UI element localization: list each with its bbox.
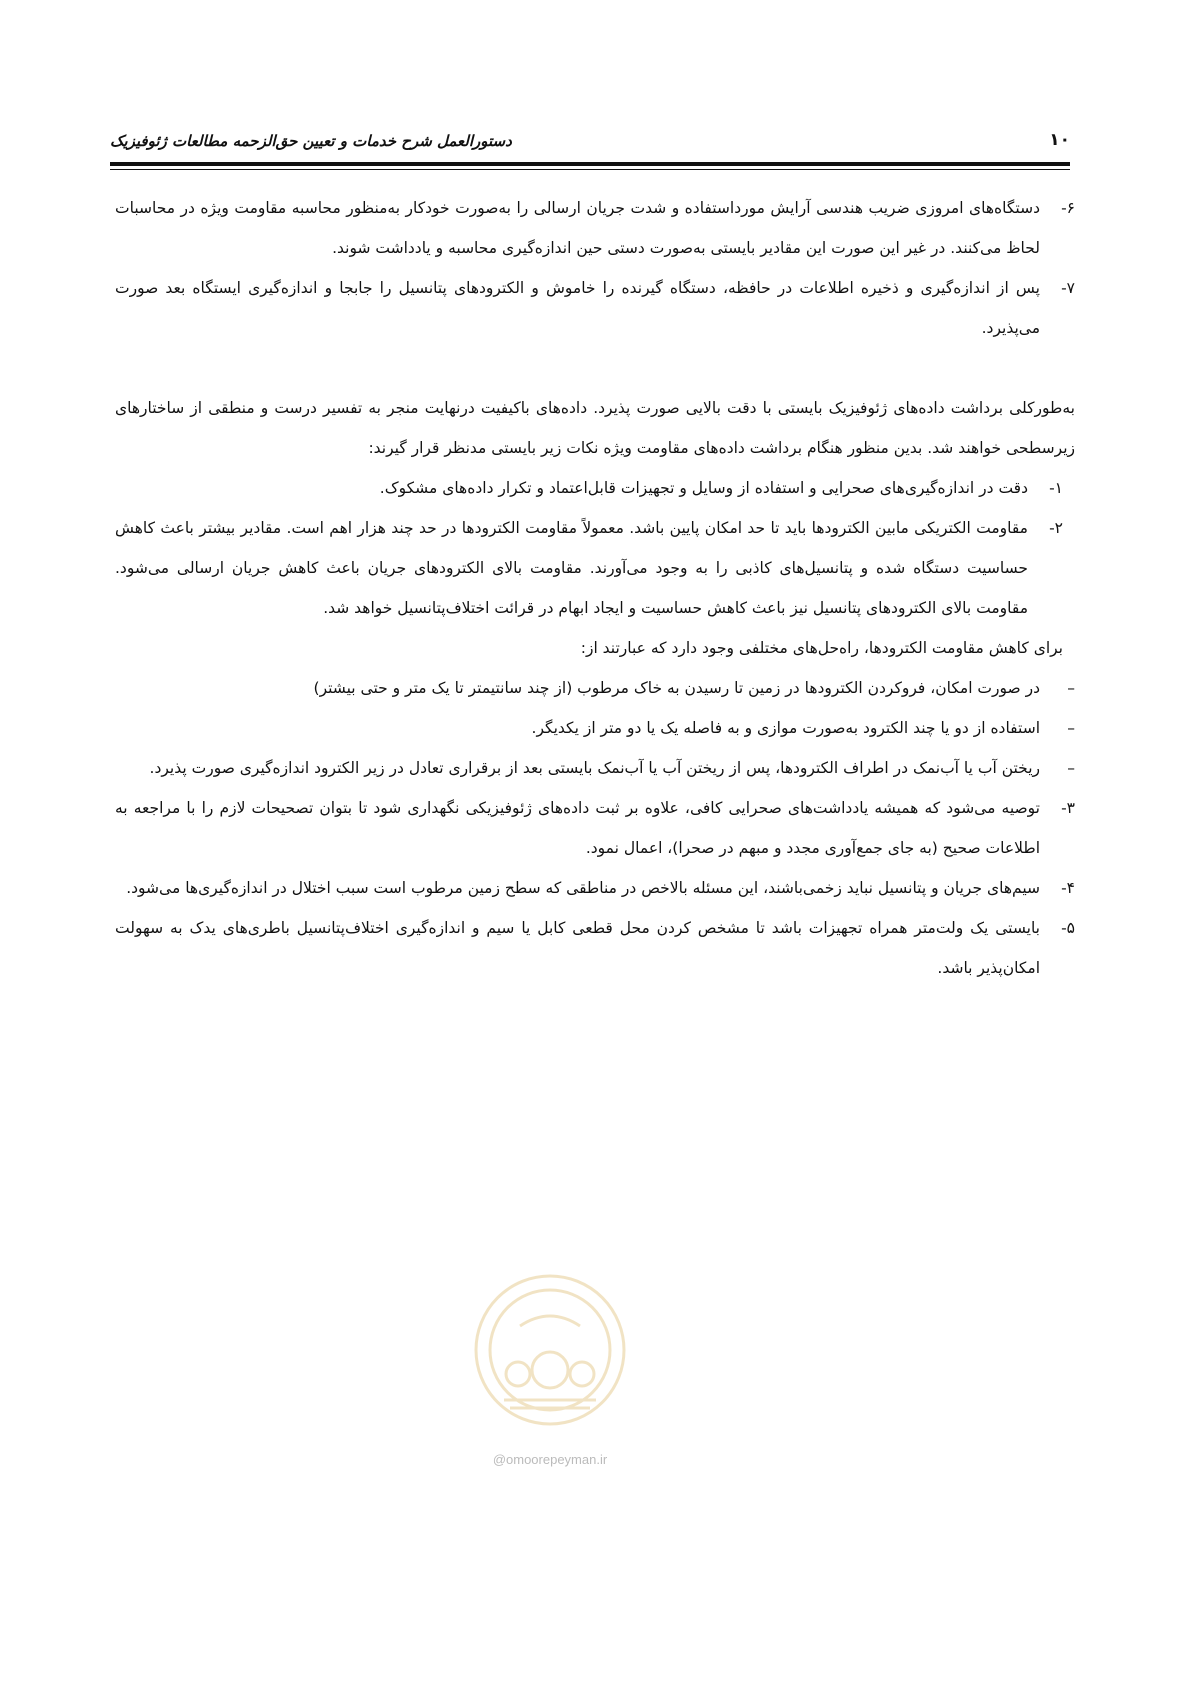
- list-marker: ۲-: [1049, 519, 1063, 537]
- list-item-text: در صورت امکان، فروکردن الکترودها در زمین تا رسیدن به خاک مرطوب (از چند سانتیمتر تا یک متر و حتی بیشتر): [313, 679, 1040, 697]
- list-item-6: [115, 188, 1075, 268]
- list-marker: ۱-: [1049, 479, 1063, 497]
- solutions-intro: برای کاهش مقاومت الکترودها، راه‌حل‌های مختلفی وجود دارد که عبارتند از:: [580, 639, 1063, 657]
- point-item-2: [115, 508, 1063, 628]
- list-item-text: توصیه می‌شود که همیشه یادداشت‌های صحرایی کافی، علاوه بر ثبت داده‌های ژئوفیزیکی نگهداری شود تا بتوان تصحیحات لازم را با مراجعه به اطلاعات صحیح (به جای جمع‌آوری مجدد و مبهم در صحرا)، اعمال نمود.: [115, 799, 1040, 857]
- body-paragraph: به‌طورکلی برداشت داده‌های ژئوفیزیک بایستی با دقت بالایی صورت پذیرد. داده‌های باکیفیت درنهایت منجر به تفسیر درست و منطقی از ساختارهای زیرسطحی خواهند شد. بدین منظور هنگام برداشت داده‌های مقاومت ویژه نکات زیر بایستی مدنظر قرار گیرند:: [115, 399, 1075, 457]
- page-body: [115, 188, 1075, 988]
- page-number: ۱۰: [1049, 130, 1070, 150]
- list-marker: ۶-: [1061, 199, 1075, 217]
- watermark-logo-icon: [470, 1270, 630, 1430]
- point-item-1: [115, 468, 1063, 508]
- list-marker: ۳-: [1061, 799, 1075, 817]
- point-item-4: [115, 868, 1075, 908]
- list-item-text: سیم‌های جریان و پتانسیل نباید زخمی‌باشند، این مسئله بالاخص در مناطقی که سطح زمین مرطوب است سبب اختلال در اندازه‌گیری‌ها می‌شود.: [126, 879, 1040, 897]
- dash-marker: –: [1067, 759, 1075, 777]
- solution-item: [115, 668, 1075, 708]
- list-marker: ۷-: [1061, 279, 1075, 297]
- point-item-3: [115, 788, 1075, 868]
- dash-marker: –: [1067, 679, 1075, 697]
- point-item-5: [115, 908, 1075, 988]
- list-item-7: [115, 268, 1075, 348]
- header-rule-thin: [110, 169, 1070, 170]
- watermark-url: @omoorepeyman.ir: [492, 1452, 608, 1467]
- page-header: [110, 126, 1070, 158]
- list-item-text: استفاده از دو یا چند الکترود به‌صورت موازی و به فاصله یک یا دو متر از یکدیگر.: [531, 719, 1040, 737]
- list-item-text: ریختن آب یا آب‌نمک در اطراف الکترودها، پس از ریختن آب یا آب‌نمک بایستی بعد از برقراری تعادل در زیر الکترود اندازه‌گیری صورت پذیرد.: [149, 759, 1040, 777]
- list-item-text: دستگاه‌های امروزی ضریب هندسی آرایش مورداستفاده و شدت جریان ارسالی را به‌صورت خودکار به‌منظور محاسبه مقاومت ویژه در محاسبات لحاظ می‌کنند. در غیر این صورت این مقادیر بایستی به‌صورت دستی حین اندازه‌گیری محاسبه و یادداشت شوند.: [115, 199, 1040, 257]
- spacer: [115, 348, 1075, 388]
- list-item-text: دقت در اندازه‌گیری‌های صحرایی و استفاده از وسایل و تجهیزات قابل‌اعتماد و تکرار داده‌های مشکوک.: [379, 479, 1028, 497]
- dash-marker: –: [1067, 719, 1075, 737]
- list-item-text: مقاومت الکتریکی مابین الکترودها باید تا حد امکان پایین باشد. معمولاً مقاومت الکترودها در حد چند هزار اهم است. مقادیر بیشتر باعث کاهش حساسیت دستگاه شده و پتانسیل‌های کاذبی را به وجود می‌آورند. مقاومت بالای الکترودهای جریان باعث کاهش جریان ارسالی می‌شود. مقاومت بالای الکترودهای پتانسیل نیز باعث کاهش حساسیت و ایجاد ابهام در قرائت اختلاف‌پتانسیل خواهد شد.: [115, 519, 1028, 617]
- running-title: دستورالعمل شرح خدمات و تعیین حق‌الزحمه مطالعات ژئوفیزیک: [110, 132, 512, 150]
- list-marker: ۴-: [1061, 879, 1075, 897]
- list-item-text: پس از اندازه‌گیری و ذخیره اطلاعات در حافظه، دستگاه گیرنده را خاموش و الکترودهای پتانسیل را جابجا و اندازه‌گیری ایستگاه بعد صورت می‌پذیرد.: [115, 279, 1040, 337]
- solution-item: [115, 748, 1075, 788]
- list-marker: ۵-: [1061, 919, 1075, 937]
- header-rule-thick: [110, 162, 1070, 166]
- list-item-text: بایستی یک ولت‌متر همراه تجهیزات باشد تا مشخص کردن محل قطعی کابل یا سیم و اندازه‌گیری اختلاف‌پتانسیل باطری‌های یدک به سهولت امکان‌پذیر باشد.: [115, 919, 1040, 977]
- solution-item: [115, 708, 1075, 748]
